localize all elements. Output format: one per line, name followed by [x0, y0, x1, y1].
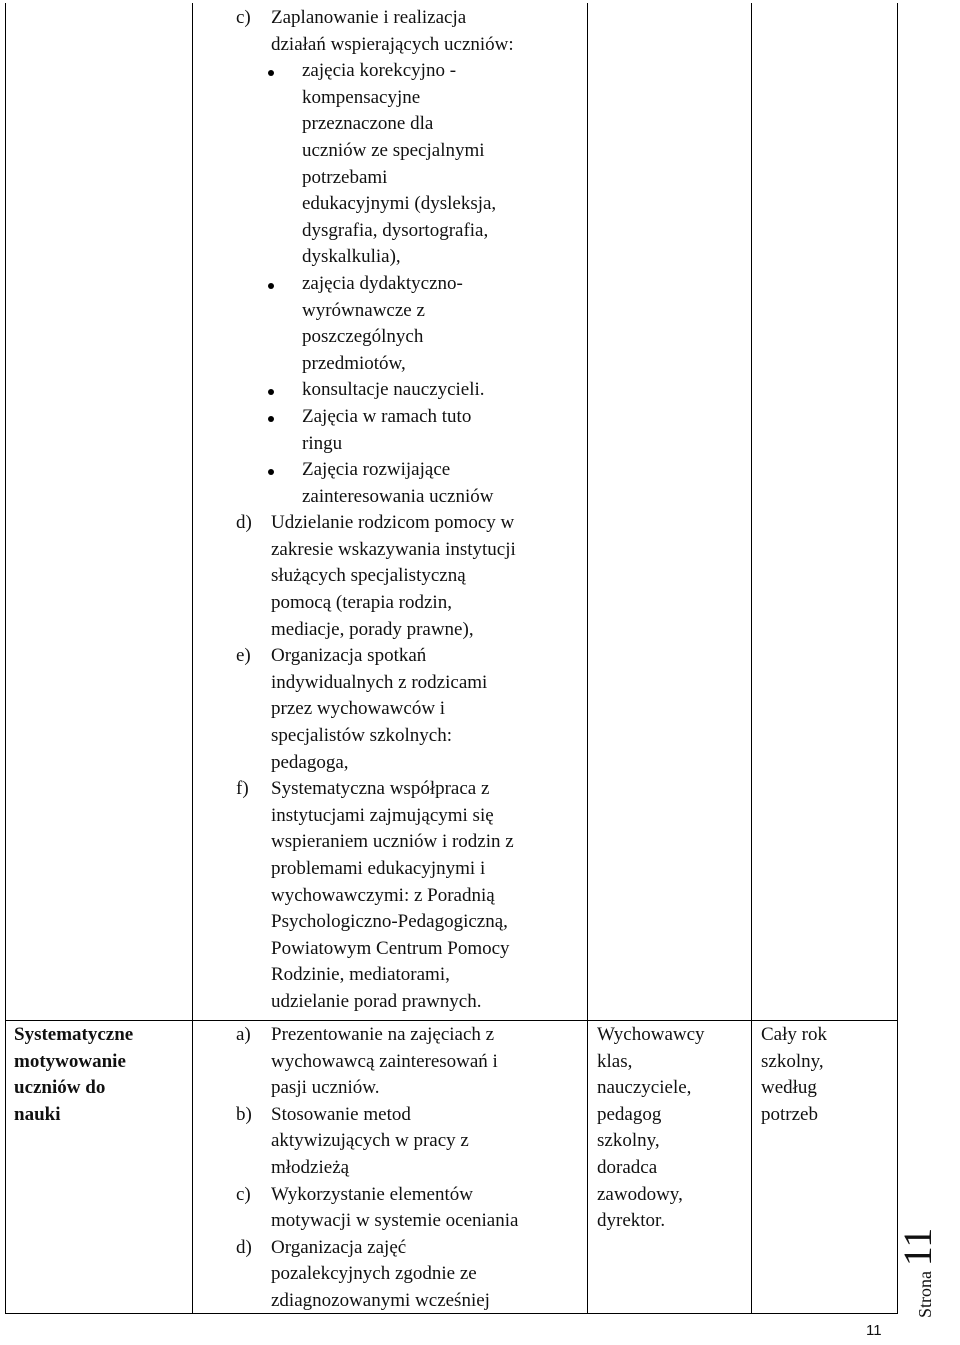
list-marker: c) [236, 1183, 251, 1205]
list-item-text: Wykorzystanie elementów motywacji w systemie oceniania [271, 1183, 519, 1232]
bullet-icon [268, 283, 274, 289]
list-item-c [236, 1182, 586, 1235]
list-marker: f) [236, 778, 249, 800]
bullet-list [268, 58, 586, 510]
bullet-item: Zajęcia w ramach tuto ringu [268, 404, 586, 457]
list-item-c [236, 5, 586, 58]
bullet-item: Zajęcia rozwijające zainteresowania uczniów [268, 457, 586, 510]
column-divider-1 [192, 3, 193, 1313]
strona-label: Strona [915, 1271, 935, 1318]
table-border-right [897, 3, 898, 1313]
list-item-text: Organizacja spotkań indywidualnych z rodzicami przez wychowawców i specjalistów szkolnych: pedagoga, [271, 645, 488, 773]
column-divider-2 [587, 3, 588, 1313]
top-activities-cell [236, 5, 586, 1016]
list-item-text: Prezentowanie na zajęciach z wychowawcą zainteresowań i pasji uczniów. [271, 1024, 498, 1099]
strona-number: 11 [895, 1227, 940, 1267]
bullet-icon [268, 416, 274, 422]
list-item-text: Organizacja zajęć pozalekcyjnych zgodnie ze zdiagnozowanymi wcześniej [271, 1236, 490, 1311]
list-marker: c) [236, 7, 251, 28]
list-item-f [236, 776, 586, 1015]
list-item-text: Stosowanie metod aktywizujących w pracy z młodzieżą [271, 1103, 469, 1178]
bullet-item: konsultacje nauczycieli. [268, 377, 586, 404]
list-item-d [236, 510, 586, 643]
list-item-e [236, 643, 586, 776]
list-item-text: Systematyczna współpraca z instytucjami zajmującymi się wspieraniem uczniów i rodzin z problemami edukacyjnymi i wychowawczymi: z Poradnią Psychologiczno-Pedagogiczną, Powiatowym Centrum Pomocy Rodzinie, mediatorami, udzielanie porad prawnych. [271, 778, 514, 1012]
bullet-item: zajęcia dydaktyczno- wyrównawcze z poszczególnych przedmiotów, [268, 271, 586, 377]
bottom-activities-cell [236, 1022, 586, 1315]
row-divider [5, 1020, 898, 1021]
area-cell: Systematyczne motywowanie uczniów do nauki [14, 1024, 134, 1125]
time-cell: Cały rok szkolny, według potrzeb [761, 1024, 827, 1125]
bullet-icon [268, 469, 274, 475]
list-marker: b) [236, 1103, 252, 1125]
responsible-cell: Wychowawcy klas, nauczyciele, pedagog szkolny, doradca zawodowy, dyrektor. [597, 1024, 705, 1232]
column-divider-3 [751, 3, 752, 1313]
list-marker: d) [236, 512, 252, 534]
list-marker: a) [236, 1024, 251, 1045]
list-item-d [236, 1235, 586, 1315]
list-marker: d) [236, 1236, 252, 1258]
list-marker: e) [236, 645, 251, 667]
bullet-icon [268, 389, 274, 395]
list-item-text: Udzielanie rodzicom pomocy w zakresie wskazywania instytucji służących specjalistyczną pomocą (terapia rodzin, mediacje, porady prawne), [271, 512, 516, 640]
list-item-a [236, 1022, 586, 1102]
page-number: 11 [866, 1322, 882, 1339]
list-item-text: Zaplanowanie i realizacja działań wspierających uczniów: [271, 7, 514, 55]
bullet-item: zajęcia korekcyjno - kompensacyjne przeznaczone dla uczniów ze specjalnymi potrzebami edukacyjnymi (dysleksja, dysgrafia, dysortografia, dyskalkulia), [268, 58, 586, 271]
bullet-icon [268, 70, 274, 76]
table-border-left [5, 3, 6, 1313]
list-item-b [236, 1102, 586, 1182]
page-label-vertical [895, 1227, 945, 1318]
